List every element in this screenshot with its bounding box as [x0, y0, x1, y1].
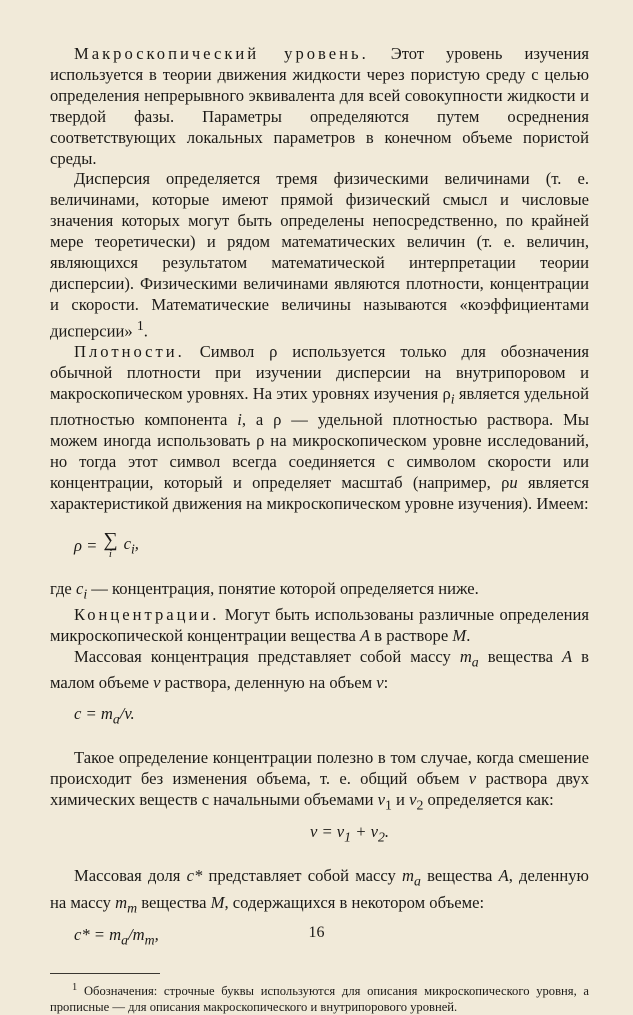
- paragraph-text: раствора двух химических веществ с начальными объемами: [50, 769, 590, 809]
- math-symbol: c: [75, 578, 84, 598]
- math-symbol: v: [376, 673, 384, 693]
- formula-text: + v: [351, 822, 378, 842]
- paragraph-mass-fraction: [50, 866, 589, 918]
- paragraph-text: представляет собой массу: [202, 866, 402, 886]
- math-symbol: v: [153, 673, 161, 693]
- math-symbol: M: [210, 892, 225, 912]
- paragraph-text: в растворе: [370, 625, 453, 645]
- paragraph-mass-concentration: [50, 647, 589, 694]
- page-number: 16: [308, 924, 325, 941]
- paragraph-where: [50, 579, 589, 605]
- paragraph-text: в малом объеме: [50, 646, 590, 693]
- formula-text: .: [384, 822, 390, 842]
- formula-text: /v.: [119, 703, 135, 723]
- footnote-mark: 1: [72, 982, 78, 994]
- math-symbol: i: [237, 410, 242, 430]
- formula-text: c: [123, 533, 131, 553]
- sigma-symbol: ∑: [103, 528, 118, 551]
- paragraph-text: Такое определение концентрации полезно в том случае, когда смешение происходит без изменения объема, т. е. общий объем: [50, 748, 589, 789]
- math-symbol: c*: [186, 866, 203, 886]
- paragraph-densities: [50, 342, 589, 515]
- formula-density-sum: [74, 528, 589, 561]
- subscript: m: [144, 932, 155, 948]
- subscript: i: [130, 540, 135, 556]
- heading-densities: Плотности.: [74, 342, 185, 362]
- formula-text: /m: [128, 924, 145, 944]
- subscript: a: [471, 654, 479, 670]
- subscript: 2: [377, 829, 385, 845]
- paragraph-text: Массовая доля: [74, 866, 187, 886]
- paragraph-text: , а ρ — удельной плотностью раствора. Мы можем иногда использовать ρ на микроскопическом уровне исследований, но тогда этот символ всегда соединяется с символом скорости или концентрации, который и определяет масштаб (например, ρ: [50, 410, 589, 492]
- math-symbol: v: [468, 769, 477, 789]
- paragraph-text: Дисперсия определяется тремя физическими величинами (т. е. величинами, которые имеют прямой физический смысл и числовые значения которых могут быть определены непосредственно, по крайней мере теоретически) и рядом математических величин (т. е. величин, являющихся результатом математической интерпретации теории дисперсии). Физическими величинами являются плотности, концентрации и скорости. Математические величины называются «коэффициентами дисперсии»: [50, 169, 589, 341]
- subscript: i: [450, 391, 455, 407]
- formula-text: ,: [134, 533, 139, 553]
- paragraph-concentrations: [50, 605, 589, 647]
- paragraph-text: .: [466, 625, 471, 645]
- paragraph-text: является удельной плотностью компонента: [50, 384, 589, 430]
- math-symbol: m: [402, 866, 414, 886]
- formula-text: c* = m: [74, 924, 122, 944]
- paragraph-text: Могут быть использованы различные определения микроскопической концентрации вещества: [50, 605, 589, 645]
- paragraph-volume-mixing: [50, 748, 589, 816]
- heading-macroscopic-level: Макроскопический уровень.: [74, 44, 369, 63]
- subscript: a: [413, 873, 421, 889]
- sum-operator: [103, 528, 118, 561]
- paragraph-text: Этот уровень изучения используется в теории движения жидкости через пористую среду с целью определения непрерывного эквивалента для всей совокупности жидкости и твердой фазы. Параметры определяются путем осреднения соответствующих локальных параметров в конечном объеме пористой среды.: [50, 44, 589, 168]
- subscript: 1: [344, 829, 352, 845]
- formula-text: c = m: [74, 703, 113, 723]
- formula-text: ,: [154, 924, 159, 944]
- paragraph-text: вещества: [137, 892, 211, 912]
- subscript: a: [121, 932, 129, 948]
- paragraph-text: является характеристикой движения на микроскопическом уровне изучения). Имеем:: [50, 472, 589, 513]
- paragraph-text: Символ ρ используется только для обозначения обычной плотности при изучении дисперсии на внутрипоровом и макроскопическом уровнях. На этих уровнях изучения ρ: [50, 342, 589, 404]
- math-symbol: m: [459, 646, 472, 666]
- math-symbol: u: [509, 472, 518, 492]
- paragraph-text: , содержащихся в некотором объеме:: [224, 892, 485, 912]
- subscript: i: [83, 586, 88, 602]
- formula-volume-sum: [50, 822, 589, 848]
- formula-term: [124, 534, 139, 560]
- subscript: 2: [416, 797, 424, 813]
- formula-mass-concentration: [74, 704, 589, 730]
- footnote-divider: [50, 973, 160, 974]
- footnote: [50, 980, 589, 1015]
- math-symbol: m: [115, 892, 128, 912]
- paragraph-text: , деленную на массу: [50, 866, 589, 912]
- formula-text: ρ =: [74, 536, 98, 556]
- math-symbol: A: [498, 866, 509, 886]
- math-symbol: v: [409, 789, 417, 809]
- paragraph-text: раствора, деленную на объем: [160, 673, 377, 693]
- paragraph-text: Массовая концентрация представляет собой массу: [74, 646, 460, 666]
- subscript: 1: [384, 797, 392, 813]
- math-symbol: v: [377, 789, 385, 809]
- paragraph-text: определяется как:: [423, 789, 554, 809]
- math-symbol: A: [562, 646, 573, 666]
- formula-text: v = v: [309, 822, 345, 842]
- sigma-index: i: [108, 547, 112, 560]
- paragraph-macroscopic-level: [50, 44, 589, 169]
- heading-concentrations: Концентрации.: [74, 605, 220, 624]
- subscript: a: [112, 711, 120, 727]
- paragraph-text: вещества: [478, 646, 563, 666]
- footnote-reference[interactable]: 1: [136, 317, 144, 333]
- subscript: m: [127, 899, 138, 915]
- footnote-text: Обозначения: строчные буквы используются для описания микроскопического уровня, а прописные — для описания макроскопического и внутрипорового уровней.: [50, 984, 589, 1015]
- math-symbol: M: [452, 625, 467, 645]
- paragraph-text: и: [391, 789, 410, 809]
- paragraph-text: вещества: [420, 866, 499, 886]
- paragraph-text: — концентрация, понятие которой определяется ниже.: [87, 578, 479, 598]
- paragraph-text: где: [50, 578, 76, 598]
- math-symbol: A: [359, 625, 371, 645]
- paragraph-text: :: [383, 673, 389, 693]
- paragraph-dispersion: Дисперсия определяется тремя физическими величинами (т. е. величинами, которые имеют прямой физический смысл и числовые значения которых могут быть определены непосредственно, по крайней мере теоретически) и рядом математических величин (т. е. величин, являющихся результатом математической интерпретации теории дисперсии). Физическими величинами являются плотности, концентрации и скорости. Математические величины называются «коэффициентами дисперсии» $^1$.: [50, 169, 589, 341]
